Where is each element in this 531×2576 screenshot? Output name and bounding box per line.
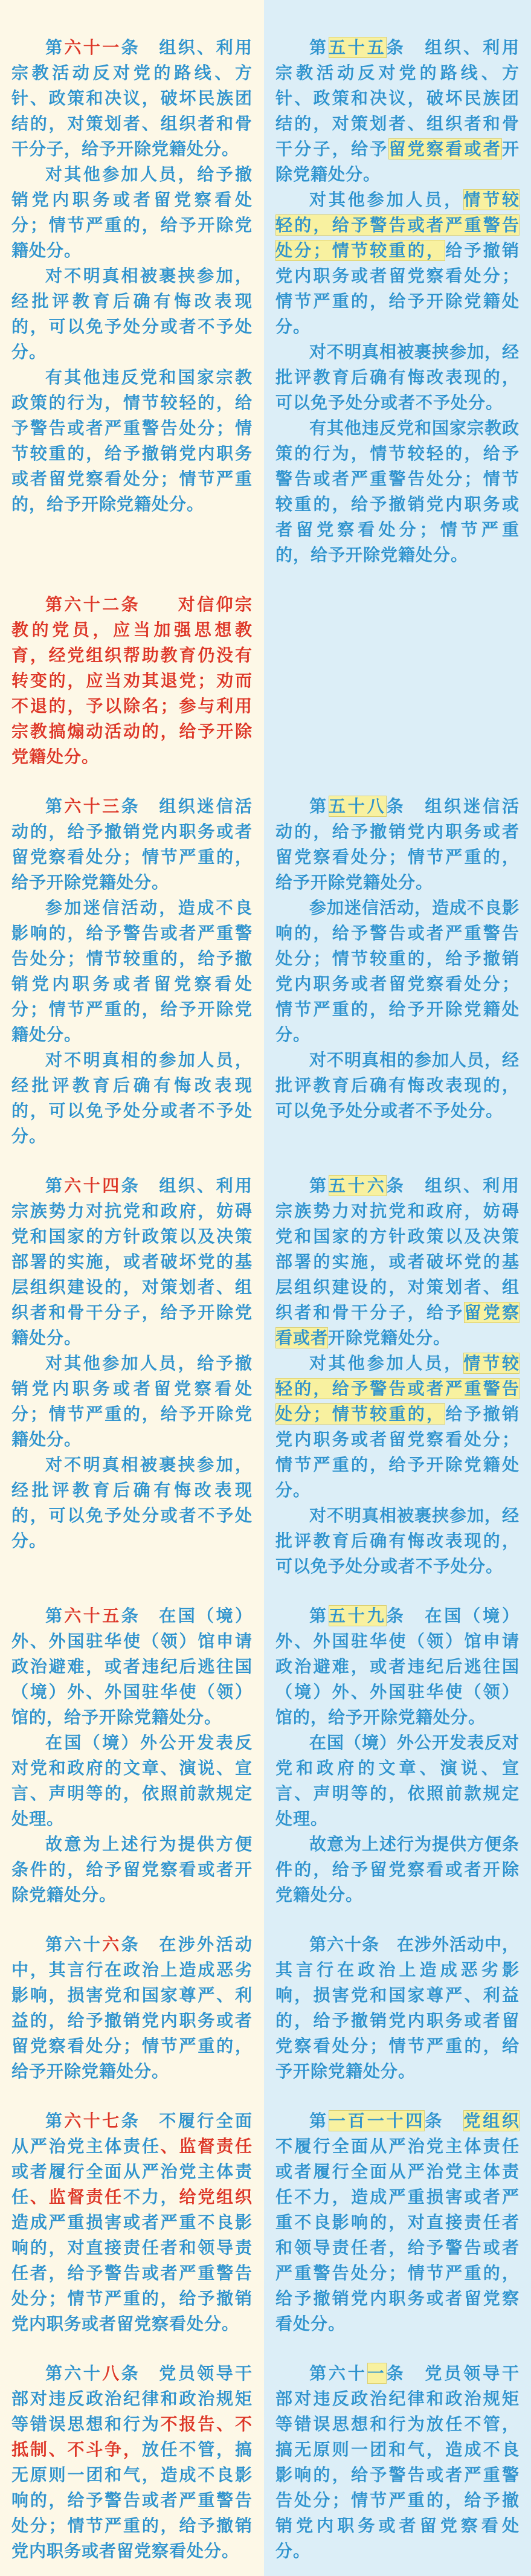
red-emphasis-run: 六 — [102, 1934, 121, 1954]
paragraph — [11, 1603, 253, 1730]
red-emphasis-run: 、监督责任 — [30, 2187, 123, 2207]
text-run: 第 — [309, 1606, 329, 1626]
text-run: 条 组织、利用宗教活动反对党的路线、方针、政策和决议，破坏民族团结的，对策划者、组织者和骨干分子，给予开除党籍处分。 — [11, 37, 253, 159]
text-run: 或者履行全面从严治党主体责任 — [11, 2162, 253, 2207]
paragraph — [275, 1048, 520, 1124]
text-run: 不履行全面从严治党主体责任或者履行全面从严治党主体责任不力，造成严重损害或者严重不良影响的，对直接责任者和领导责任者，给予警告或者严重警告处分；情节严重的，给予撤销党内职务或者留党察看处分。 — [275, 2136, 520, 2334]
paragraph — [11, 895, 253, 1048]
text-run: 有其他违反党和国家宗教政策的行为，情节较轻的，给予警告或者严重警告处分；情节较重的，给予撤销党内职务或者留党察看处分；情节严重的，给予开除党籍处分。 — [275, 418, 520, 565]
paragraph — [11, 1832, 253, 1908]
paragraph — [11, 2361, 253, 2564]
left-article-67 — [0, 2108, 264, 2337]
text-run: 第 — [45, 1176, 65, 1196]
red-emphasis-run: 六十一 — [64, 37, 121, 57]
text-run: 在国（境）外公开发表反对党和政府的文章、演说、宣言、声明等的，依照前款规定处理。 — [275, 1733, 520, 1829]
highlighted-run: 五十六 — [328, 1176, 387, 1196]
text-run: 条 组织迷信活动的，给予撤销党内职务或者留党察看处分；情节严重的，给予开除党籍处分。 — [11, 796, 253, 892]
highlighted-run: 情节较轻的，给予警告或者严重警告处分；情节较重的， — [275, 190, 520, 260]
text-run: 开除党籍处分。 — [328, 1328, 451, 1348]
text-run: 第 — [309, 37, 329, 57]
text-run: 第 — [45, 37, 65, 57]
red-emphasis-run: 不报告、不抵制、不斗争， — [11, 2414, 253, 2459]
text-run: 造成严重损害或者严重不良影响的，对直接责任者和领导责任者，给予警告或者严重警告处分；情节严重的，给予撤销党内职务或者留党察看处分。 — [11, 2212, 253, 2334]
right-article-61 — [264, 2361, 531, 2564]
paragraph — [275, 187, 520, 340]
highlighted-run: 一百一十四 — [328, 2111, 425, 2131]
highlighted-run: 留党察看或者 — [275, 1302, 520, 1348]
paragraph — [11, 1730, 253, 1832]
text-run: 故意为上述行为提供方便条件的，给予留党察看或者开除党籍处分。 — [11, 1834, 253, 1905]
paragraph — [275, 416, 520, 568]
paragraph — [275, 2108, 520, 2337]
text-run: 条 组织、利用宗族势力对抗党和政府，妨碍党和国家的方针政策以及决策部署的实施，或者破坏党的基层组织建设的，对策划者、组织者和骨干分子，给予开除党籍处分。 — [11, 1176, 253, 1348]
highlighted-run: 情节较轻的，给予警告或者严重警告处分；情节较重的， — [275, 1353, 520, 1424]
paragraph — [11, 794, 253, 895]
paragraph — [11, 1173, 253, 1351]
right-article-114 — [264, 2108, 531, 2337]
text-run: 对不明真相的参加人员，经批评教育后确有悔改表现的，可以免予处分或者不予处分。 — [275, 1050, 520, 1121]
text-run: 放任不管，搞无原则一团和气，造成不良影响的，给予警告或者严重警告处分；情节严重的，给予撤销党内职务或者留党察看处分。 — [11, 2439, 253, 2561]
left-article-62 — [0, 592, 264, 770]
highlighted-run: 留党察看或者 — [388, 139, 502, 159]
red-emphasis-run: 六十四 — [64, 1176, 121, 1196]
right-article-60 — [264, 1932, 531, 2084]
highlighted-run: 五十五 — [328, 37, 387, 57]
text-run: 开除党籍处分。 — [275, 139, 520, 184]
paragraph — [275, 340, 520, 416]
left-article-63 — [0, 794, 264, 1149]
paragraph — [275, 35, 520, 187]
text-run: 条 在国（境）外、外国驻华使（领）馆申请政治避难，或者违纪后逃往国（境）外、外国驻华使（领）馆的，给予开除党籍处分。 — [11, 1606, 253, 1727]
paragraph — [11, 1932, 253, 2084]
paragraph — [11, 1351, 253, 1452]
right-article-56 — [264, 1173, 531, 1579]
highlighted-run: 五十九 — [328, 1606, 387, 1626]
text-run: 条 组织、利用宗族势力对抗党和政府，妨碍党和国家的方针政策以及决策部署的实施，或者破坏党的基层组织建设的，对策划者、组织者和骨干分子，给予 — [275, 1176, 520, 1322]
text-run: 条 党员领导干部对违反政治纪律和政治规矩等错误思想和行为放任不管，搞无原则一团和气，造成不良影响的，给予警告或者严重警告处分；情节严重的，给予撤销党内职务或者留党察看处分。 — [275, 2363, 520, 2561]
text-run: 条 在国（境）外、外国驻华使（领）馆申请政治避难，或者违纪后逃往国（境）外、外国驻华使（领）馆的，给予开除党籍处分。 — [275, 1606, 520, 1727]
red-emphasis-run: 六十五 — [64, 1606, 121, 1626]
text-run: 条 — [425, 2111, 464, 2131]
red-emphasis-run: 六十七 — [64, 2111, 121, 2131]
paragraph — [275, 2361, 520, 2564]
paragraph — [275, 1730, 520, 1832]
text-run: 第 — [45, 2111, 65, 2131]
paragraph — [11, 592, 253, 770]
text-run: 第 — [309, 2111, 329, 2131]
text-run: 第 — [309, 796, 329, 816]
paragraph — [275, 794, 520, 895]
paragraph — [275, 1503, 520, 1579]
text-run: 对不明真相的参加人员，经批评教育后确有悔改表现的，可以免予处分或者不予处分。 — [11, 1050, 253, 1146]
paragraph — [11, 1048, 253, 1149]
red-emphasis-run: 八 — [102, 2363, 121, 2383]
text-run: 第六十 — [45, 1934, 103, 1954]
text-run: 不力， — [123, 2187, 179, 2207]
left-article-65 — [0, 1603, 264, 1908]
text-run: 故意为上述行为提供方便条件的，给予留党察看或者开除党籍处分。 — [275, 1834, 520, 1905]
text-run: 对其他参加人员， — [309, 190, 464, 210]
text-run: 条 不履行全面从严治党主体责任 — [11, 2111, 253, 2156]
red-emphasis-run: 六十三 — [64, 796, 121, 816]
paragraph — [11, 162, 253, 263]
text-run: 参加迷信活动，造成不良影响的，给予警告或者严重警告处分；情节较重的，给予撤销党内职务或者留党察看处分；情节严重的，给予开除党籍处分。 — [275, 898, 520, 1045]
red-emphasis-run: 第六十二条 对信仰宗教的党员，应当加强思想教育，经党组织帮助教育仍没有转变的，应当劝其退党；劝而不退的，予以除名；参与利用宗教搞煽动活动的，给予开除党籍处分。 — [11, 594, 253, 767]
text-run: 参加迷信活动，造成不良影响的，给予警告或者严重警告处分；情节较重的，给予撤销党内职务或者留党察看处分；情节严重的，给予开除党籍处分。 — [11, 898, 253, 1045]
left-article-64 — [0, 1173, 264, 1579]
left-article-68 — [0, 2361, 264, 2564]
red-emphasis-run: 给党组织 — [179, 2187, 253, 2207]
paragraph — [275, 1351, 520, 1503]
right-article-59 — [264, 1603, 531, 1908]
paragraph — [11, 365, 253, 517]
paragraph — [11, 2108, 253, 2337]
text-run: 第六十 — [45, 2363, 103, 2383]
text-run: 对不明真相被裹挟参加，经批评教育后确有悔改表现的，可以免予处分或者不予处分。 — [275, 1505, 520, 1576]
left-article-66 — [0, 1932, 264, 2084]
right-article-58 — [264, 794, 531, 1149]
right-article-55 — [264, 35, 531, 568]
text-run: 给予撤销党内职务或者留党察看处分；情节严重的，给予开除党籍处分。 — [275, 240, 520, 336]
paragraph — [11, 1452, 253, 1554]
highlighted-run: 一 — [367, 2363, 387, 2383]
paragraph — [275, 895, 520, 1048]
text-run: 给予撤销党内职务或者留党察看处分；情节严重的，给予开除党籍处分。 — [275, 1404, 520, 1500]
text-run: 第六十 — [309, 2363, 367, 2383]
text-run: 对不明真相被裹挟参加，经批评教育后确有悔改表现的，可以免予处分或者不予处分。 — [275, 342, 520, 413]
highlighted-run: 五十八 — [328, 796, 387, 816]
text-run: 在国（境）外公开发表反对党和政府的文章、演说、宣言、声明等的，依照前款规定处理。 — [11, 1733, 253, 1829]
text-run: 对不明真相被裹挟参加，经批评教育后确有悔改表现的，可以免予处分或者不予处分。 — [11, 266, 253, 362]
text-run: 有其他违反党和国家宗教政策的行为，情节较轻的，给予警告或者严重警告处分；情节较重的，给予撤销党内职务或者留党察看处分；情节严重的，给予开除党籍处分。 — [11, 367, 253, 514]
left-article-61 — [0, 35, 264, 568]
right-article-empty — [264, 592, 531, 770]
paragraph — [275, 1173, 520, 1351]
text-run: 条 组织迷信活动的，给予撤销党内职务或者留党察看处分；情节严重的，给予开除党籍处分。 — [275, 796, 520, 892]
text-run: 条 组织、利用宗教活动反对党的路线、方针、政策和决议，破坏民族团结的，对策划者、组织者和骨干分子，给予 — [275, 37, 520, 159]
text-run: 第 — [45, 796, 65, 816]
text-run: 第 — [309, 1176, 329, 1196]
text-run: 条 在涉外活动中，其言行在政治上造成恶劣影响，损害党和国家尊严、利益的，给予撤销党内职务或者留党察看处分；情节严重的，给予开除党籍处分。 — [11, 1934, 253, 2081]
highlighted-run: 党组织 — [463, 2111, 520, 2131]
paragraph — [11, 263, 253, 365]
text-run: 对其他参加人员， — [309, 1353, 464, 1373]
paragraph — [11, 35, 253, 162]
text-run: 条 党员领导干部对违反政治纪律和政治规矩等错误思想和行为 — [11, 2363, 253, 2434]
paragraph — [275, 1932, 520, 2084]
text-run: 对不明真相被裹挟参加，经批评教育后确有悔改表现的，可以免予处分或者不予处分。 — [11, 1455, 253, 1551]
text-run: 对其他参加人员，给予撤销党内职务或者留党察看处分；情节严重的，给予开除党籍处分。 — [11, 164, 253, 260]
text-run: 对其他参加人员，给予撤销党内职务或者留党察看处分；情节严重的，给予开除党籍处分。 — [11, 1353, 253, 1449]
text-run: 第 — [45, 1606, 65, 1626]
paragraph — [275, 1603, 520, 1730]
red-emphasis-run: 、监督责任 — [160, 2136, 253, 2156]
paragraph — [275, 1832, 520, 1908]
text-run: 第六十条 在涉外活动中，其言行在政治上造成恶劣影响，损害党和国家尊严、利益的，给予撤销党内职务或者留党察看处分；情节严重的，给予开除党籍处分。 — [275, 1934, 520, 2081]
